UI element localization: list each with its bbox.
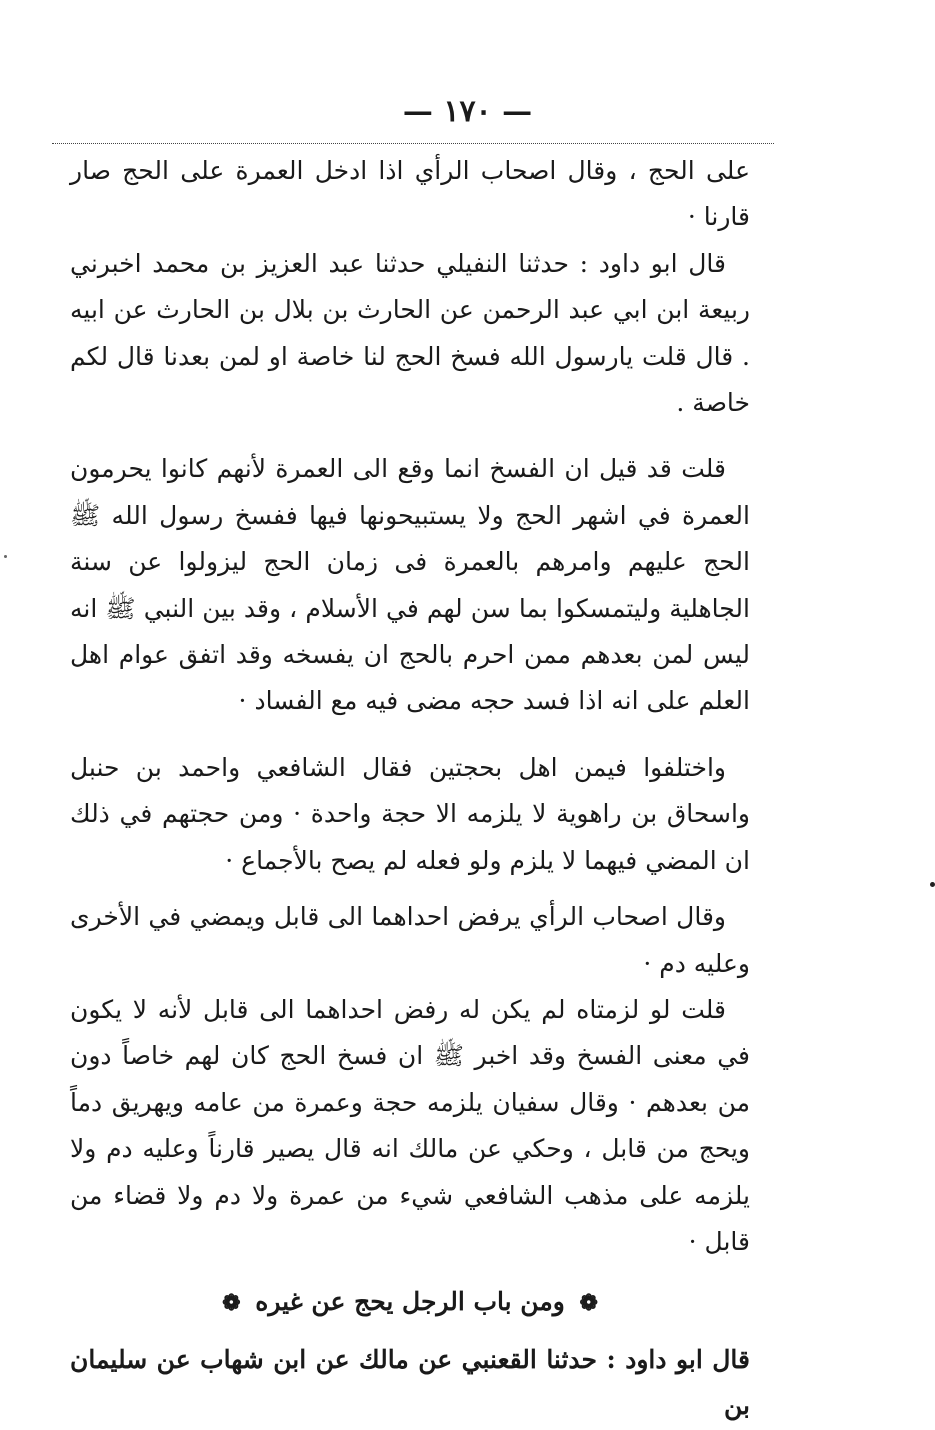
margin-mark xyxy=(4,555,7,558)
paragraph-4: واختلفوا فيمن اهل بحجتين فقال الشافعي واحمد بن حنبل واسحاق بن راهوية لا يلزمه الا حجة واحدة · ومن حجتهم في ذلك ان المضي فيهما لا يلزم ولو فعله لم يصح بالأجماع · xyxy=(70,752,750,875)
paragraph-2: قال ابو داود : حدثنا النفيلي حدثنا عبد العزيز بن محمد اخبرني ربيعة ابن ابي عبد الرحمن عن الحارث بن بلال بن الحارث عن ابيه . قال قلت يارسول الله فسخ الحج لنا خاصة او لمن بعدنا قال لكم خاصة . xyxy=(70,248,750,418)
paragraph-6: قلت لو لزمتاه لم يكن له رفض احداهما الى قابل لأنه لا يكون في معنى الفسخ وقد اخبر ﷺ ان فسخ الحج كان لهم خاصاً دون من بعدهم · وقال سفيان يلزمه حجة وعمرة من عامه ويهريق دماً ويحج من قابل ، وحكي عن مالك انه قال يصير قارناً وعليه دم ولا يلزمه على مذهب الشافعي شيء من عمرة ولا دم ولا قضاء من قابل · xyxy=(70,994,750,1256)
page-number: — ١٧٠ — xyxy=(402,94,533,129)
ornament-left-icon: ❁ xyxy=(222,1290,241,1317)
ornament-right-icon: ❁ xyxy=(579,1290,598,1317)
section-heading-text: ومن باب الرجل يحج عن غيره xyxy=(255,1287,565,1317)
paragraph-1: على الحج ، وقال اصحاب الرأي اذا ادخل العمرة على الحج صار قارنا · xyxy=(70,156,750,232)
paragraph-3: قلت قد قيل ان الفسخ انما وقع الى العمرة لأنهم كانوا يحرمون العمرة في اشهر الحج ولا يستبيحونها فيها ففسخ رسول الله ﷺ الحج عليهم وامرهم بالعمرة فى زمان الحج ليزولوا عن سنة الجاهلية وليتمسكوا بما سن لهم في الأسلام ، وقد بين النبي ﷺ انه ليس لمن بعدهم ممن احرم بالحج ان يفسخه وقد اتفق عوام اهل العلم على انه اذا فسد حجه مضى فيه مع الفساد · xyxy=(70,454,750,716)
page-body xyxy=(70,148,750,1430)
header-rule xyxy=(52,143,774,144)
paragraph-5: وقال اصحاب الرأي يرفض احداهما الى قابل ويمضي في الأخرى وعليه دم · xyxy=(70,902,750,978)
section-heading xyxy=(70,1279,750,1326)
margin-mark xyxy=(930,882,935,887)
paragraph-7: قال ابو داود : حدثنا القعنبي عن مالك عن ابن شهاب عن سليمان بن xyxy=(70,1344,750,1421)
